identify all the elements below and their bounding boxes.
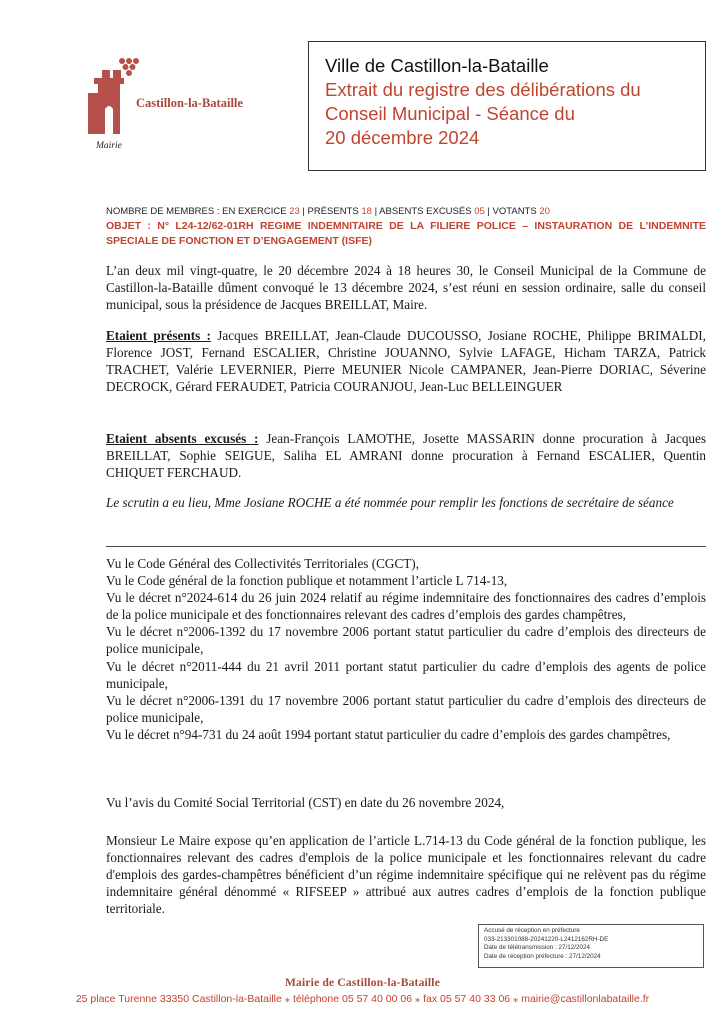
header-city: Ville de Castillon-la-Bataille: [325, 55, 549, 76]
avis-paragraph: Vu l’avis du Comité Social Territorial (CST) en date du 26 novembre 2024,: [106, 795, 505, 810]
header-register: Extrait du registre des délibérations du: [325, 79, 641, 100]
intro-paragraph: L’an deux mil vingt-quatre, le 20 décembre 2024 à 18 heures 30, le Conseil Municipal de la Commune de Castillon-la-Bataille dûment convoqué le 13 décembre 2024, s’est réuni en session ordinaire, salle du conseil municipal, sous la présidence de Jacques BREILLAT, Maire.: [106, 263, 706, 312]
footer-address: 25 place Turenne 33350 Castillon-la-Bataille ⁎ téléphone 05 57 40 00 06 ⁎ fax 05 57 40 33 06 ⁎ mairie@castillonlabataille.fr: [75, 993, 650, 1005]
absents-paragraph: [106, 430, 706, 481]
stamp-line: Accusé de réception en préfecture: [484, 927, 580, 934]
header-date: 20 décembre 2024: [325, 127, 480, 148]
presents-paragraph: [106, 327, 706, 395]
vu-item: Vu le Code général de la fonction publique et notamment l’article L 714-13,: [106, 573, 508, 589]
absents-list: Jean-François LAMOTHE, Josette MASSARIN donne procuration à Jacques BREILLAT, Sophie SEIGUE, Saliha EL AMRANI donne procuration à Fernand ESCALIER, Quentin CHIQUET FERCHAUD.: [106, 431, 706, 480]
vu-list: [106, 555, 706, 743]
vu-item: Vu le décret n°2006-1392 du 17 novembre 2006 portant statut particulier du cadre d’emplois des directeurs de police municipale,: [106, 624, 706, 657]
logo-subtitle: Mairie: [96, 141, 122, 151]
absents-label: Etaient absents excusés :: [106, 431, 259, 446]
logo-name: Castillon-la-Bataille: [136, 96, 243, 110]
vu-item: Vu le Code Général des Collectivités Territoriales (CGCT),: [106, 556, 419, 571]
exercice-value: 23: [289, 206, 300, 217]
vu-item: Vu le décret n°2006-1391 du 17 novembre 2006 portant statut particulier du cadre d’emplois des directeurs de police municipale,: [106, 692, 706, 725]
divider: [106, 546, 706, 547]
votants-value: 20: [539, 206, 550, 217]
prefecture-stamp: [478, 924, 704, 968]
scrutin-paragraph: Le scrutin a eu lieu, Mme Josiane ROCHE a été nommée pour remplir les fonctions de secrétaire de séance: [106, 495, 674, 510]
stamp-line: Date de réception préfecture : 27/12/2024: [484, 952, 601, 960]
presents-list: Jacques BREILLAT, Jean-Claude DUCOUSSO, Josiane ROCHE, Philippe BRIMALDI, Florence JOST, Fernand ESCALIER, Christine JOUANNO, Sylvie LAFAGE, Hicham TARZA, Patrick TRACHET, Valérie LEVERNIER, Pierre MEUNIER Nicole CAMPANER, Jean-Pierre DORIAC, Séverine DECROCK, Gérard FERAUDET, Patricia COURANJOU, Jean-Luc BELLEINGUER: [106, 328, 706, 394]
expose-paragraph: Monsieur Le Maire expose qu’en application de l’article L.714-13 du Code général de la fonction publique, les fonctionnaires relevant des cadres d'emplois de la police municipale et les fonctionnaires relevant du cadre d'emplois des gardes-champêtres bénéficient d’un régime indemnitaire spécifique qui ne relèvent pas du régime indemnitaire général dénommé « RIFSEEP » attribué aux autres cadres d’emplois de la fonction publique territoriale.: [106, 833, 706, 916]
excuses-value: 05: [474, 206, 485, 217]
vu-item: Vu le décret n°2011-444 du 21 avril 2011 portant statut particulier du cadre d’emplois des agents de police municipale,: [106, 658, 706, 691]
stamp-line: 033-213301088-20241220-L2412162RH-DE: [484, 935, 609, 943]
stamp-line: Date de télétransmission : 27/12/2024: [484, 944, 591, 952]
grape-icon: [119, 58, 139, 76]
excuses-label: | ABSENTS EXCUSÉS: [374, 206, 472, 217]
footer-title: Mairie de Castillon-la-Bataille: [284, 977, 441, 989]
header-council: Conseil Municipal - Séance du: [325, 103, 575, 124]
header-box: [308, 41, 706, 171]
presents-value: 18: [361, 206, 372, 217]
members-count: [106, 206, 550, 217]
vu-item: Vu le décret n°94-731 du 24 août 1994 portant statut particulier du cadre d’emplois des gardes champêtres,: [106, 726, 671, 742]
votants-label: | VOTANTS: [487, 206, 537, 217]
deliberation-object: OBJET : N° L24-12/62-01RH REGIME INDEMNITAIRE DE LA FILIERE POLICE – INSTAURATION DE L’INDEMNITE SPECIALE DE FONCTION ET D’ENGAGEMENT (ISFE): [106, 220, 706, 247]
presents-label: Etaient présents :: [106, 328, 211, 343]
exercice-label: NOMBRE DE MEMBRES : EN EXERCICE: [106, 206, 287, 217]
presents-label: | PRÉSENTS: [302, 206, 359, 217]
vu-item: Vu le décret n°2024-614 du 26 juin 2024 relatif au régime indemnitaire des fonctionnaires des cadres d’emplois de la police municipale et des fonctionnaires relevant des cadres d’emplois des gardes champêtres,: [106, 590, 706, 623]
